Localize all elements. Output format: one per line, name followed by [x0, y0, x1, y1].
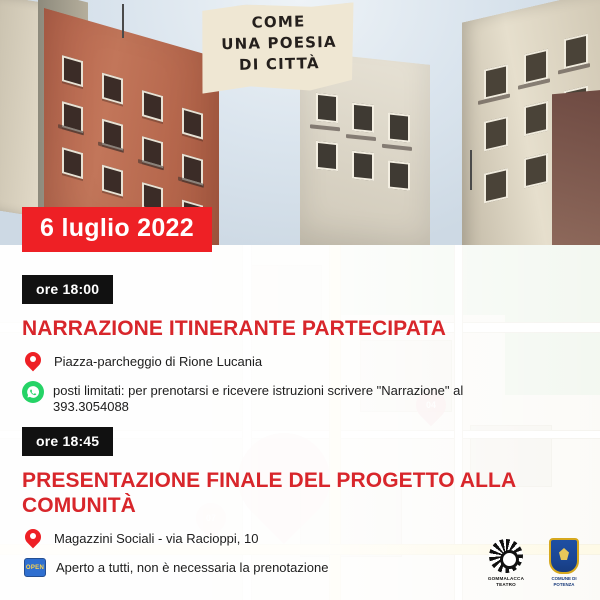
- banner-line-3: DI CITTÀ: [238, 54, 320, 74]
- event-title: NARRAZIONE ITINERANTE PARTECIPATA: [22, 317, 447, 340]
- event-block-2: [22, 427, 542, 577]
- event-note-line: [22, 558, 542, 577]
- banner-line-2: UNA POESIA: [221, 32, 337, 54]
- antenna-icon: [122, 4, 124, 38]
- gommalacca-caption: GOMMALACCA TEATRO: [487, 576, 525, 587]
- event-note-text: Aperto a tutti, non è necessaria la prenotazione: [56, 560, 329, 575]
- event-block-1: [22, 275, 542, 415]
- pole-icon: [470, 150, 472, 190]
- banner-line-1: COME: [251, 12, 306, 32]
- event-time-chip: ore 18:45: [22, 427, 113, 456]
- date-badge: 6 luglio 2022: [22, 207, 212, 252]
- logo-row: [482, 538, 584, 588]
- comune-caption: COMUNE DI POTENZA: [551, 576, 577, 587]
- event-location-line: [22, 529, 542, 547]
- event-time-chip: ore 18:00: [22, 275, 113, 304]
- comune-di-potenza-logo: [544, 538, 584, 588]
- event-location-text: Magazzini Sociali - via Racioppi, 10: [54, 531, 259, 546]
- event-location-line: [22, 352, 542, 370]
- event-title: PRESENTAZIONE FINALE DEL PROGETTO ALLA COMUNITÀ: [22, 469, 516, 517]
- banner-title: [205, 10, 352, 76]
- whatsapp-icon: [22, 381, 44, 403]
- open-sign-icon: OPEN: [24, 558, 46, 577]
- gommalacca-teatro-logo: [482, 539, 530, 588]
- map-pin-icon: [25, 529, 43, 547]
- map-pin-icon: [25, 352, 43, 370]
- event-note-text: posti limitati: per prenotarsi e ricevere istruzioni scrivere "Narrazione" al 393.3054088: [53, 383, 464, 414]
- comune-shield-icon: [549, 538, 579, 574]
- event-note-line: [22, 381, 542, 415]
- building-far-right: [552, 90, 600, 245]
- event-location-text: Piazza-parcheggio di Rione Lucania: [54, 354, 263, 369]
- gommalacca-mark-icon: [489, 539, 523, 573]
